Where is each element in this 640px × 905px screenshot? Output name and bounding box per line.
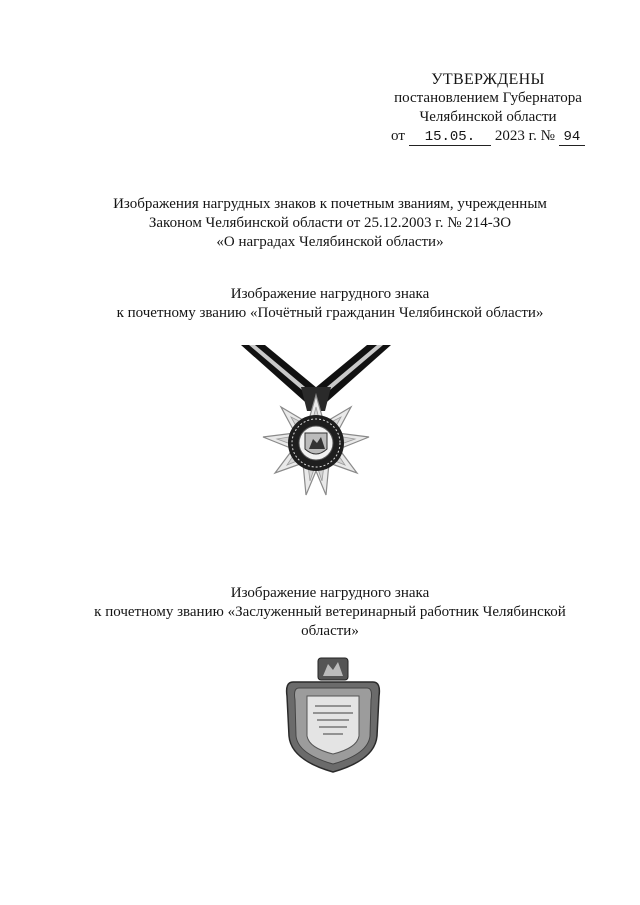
section-2-line-1: Изображение нагрудного знака <box>230 585 430 601</box>
approval-dateline <box>388 127 588 146</box>
title-line-2: Законом Челябинской области от 25.12.2003 г. № 214-ЗО <box>148 215 512 231</box>
section-2-heading <box>90 584 570 641</box>
approval-line-1: постановлением Губернатора <box>394 90 582 106</box>
section-1-heading <box>90 285 570 323</box>
honorary-citizen-badge-icon <box>241 345 391 525</box>
title-line-1: Изображения нагрудных знаков к почетным званиям, учрежденным <box>113 196 547 212</box>
approval-line-2: Челябинской области <box>419 109 557 125</box>
approval-heading: УТВЕРЖДЕНЫ <box>431 71 545 88</box>
section-1-line-2: к почетному званию «Почётный гражданин Челябинской области» <box>116 305 544 321</box>
document-title <box>90 195 570 252</box>
title-line-3: «О наградах Челябинской области» <box>216 234 444 250</box>
year-suffix: 2023 г. № <box>494 128 555 144</box>
section-2-line-3: области» <box>301 623 359 639</box>
number-field: 94 <box>559 129 585 146</box>
veterinarian-badge-icon <box>283 656 383 774</box>
date-field: 15.05. <box>409 129 491 146</box>
section-1-line-1: Изображение нагрудного знака <box>230 286 430 302</box>
date-prefix: от <box>391 128 405 144</box>
section-2-line-2: к почетному званию «Заслуженный ветеринарный работник Челябинской <box>94 604 566 620</box>
approval-stamp <box>388 70 588 146</box>
